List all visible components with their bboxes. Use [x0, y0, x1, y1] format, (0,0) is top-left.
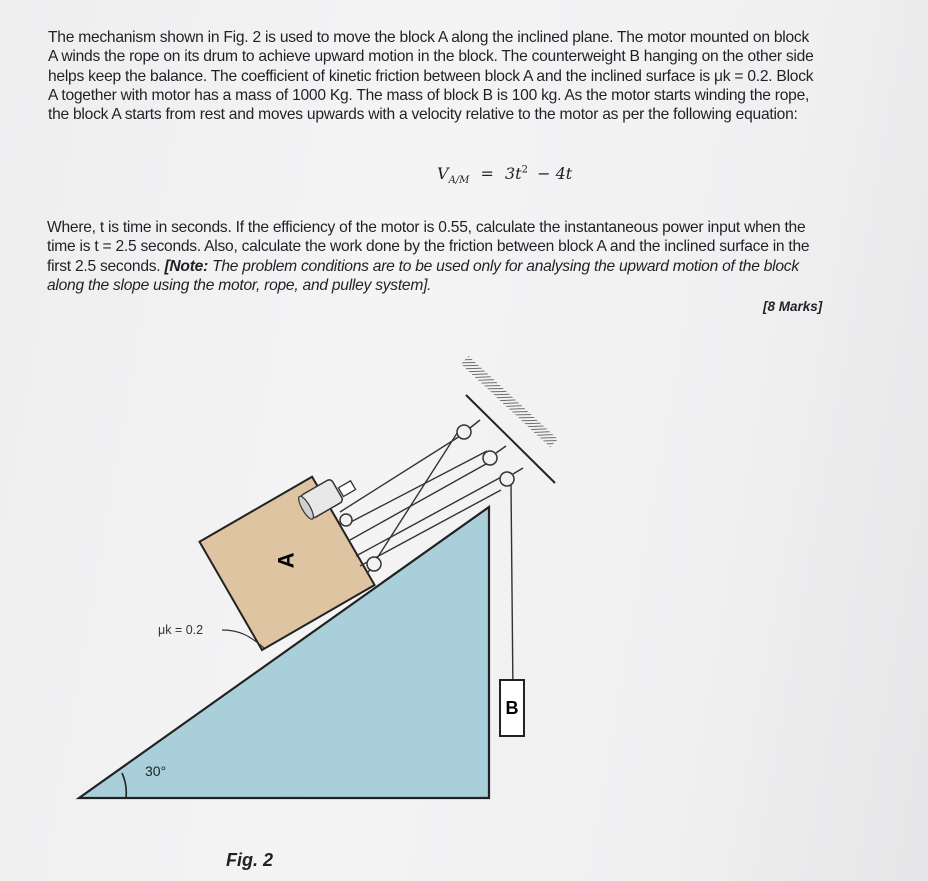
problem-line: A winds the rope on its drum to achieve upward motion in the block. The counterweight B hanging on the other side — [48, 48, 814, 66]
equation-equals: = — [480, 164, 494, 183]
pulley-wheel — [457, 425, 471, 439]
equation-term-1: 3t — [505, 164, 522, 183]
equation-subscript: A/M — [448, 175, 470, 187]
block-a-label: A — [273, 552, 299, 569]
problem-line: the block A starts from rest and moves upwards with a velocity relative to the motor as per the following equation: — [48, 106, 798, 124]
problem-line: Where, t is time in seconds. If the efficiency of the motor is 0.55, calculate the instantaneous power input when the — [47, 219, 806, 236]
problem-line: helps keep the balance. The coefficient of kinetic friction between block A and the inclined surface is μk = 0.2. Block — [48, 67, 814, 85]
pulley-wheel — [340, 514, 352, 526]
problem-line: A together with motor has a mass of 1000 Kg. The mass of block B is 100 kg. As the motor starts winding the rope, — [48, 86, 810, 104]
friction-label: μk = 0.2 — [158, 623, 204, 637]
pulley-wheel — [500, 472, 514, 486]
equation-lhs: V — [437, 164, 449, 183]
block-b-label: B — [505, 698, 519, 718]
ceiling-support — [461, 356, 558, 483]
problem-line: The mechanism shown in Fig. 2 is used to move the block A along the inclined plane. The motor mounted on block — [48, 29, 810, 46]
pulley-wheel — [483, 451, 497, 465]
equation-term-2: − 4t — [537, 164, 573, 183]
pulley-wheel — [367, 557, 381, 571]
problem-line: time is t = 2.5 seconds. Also, calculate the work done by the friction between block A and the inclined surface in the — [47, 238, 810, 256]
figure-caption: Fig. 2 — [226, 850, 274, 870]
marks-label: [8 Marks] — [763, 299, 823, 314]
note-text: The problem conditions are to be used only for analysing the upward motion of the block — [208, 257, 799, 275]
equation-exponent: 2 — [521, 164, 528, 176]
note-text: along the slope using the motor, rope, and pulley system]. — [47, 276, 432, 294]
problem-text: first 2.5 seconds. — [47, 257, 165, 275]
block-b — [500, 680, 524, 736]
angle-label: 30° — [145, 763, 167, 779]
note-label: [Note: — [164, 257, 209, 275]
